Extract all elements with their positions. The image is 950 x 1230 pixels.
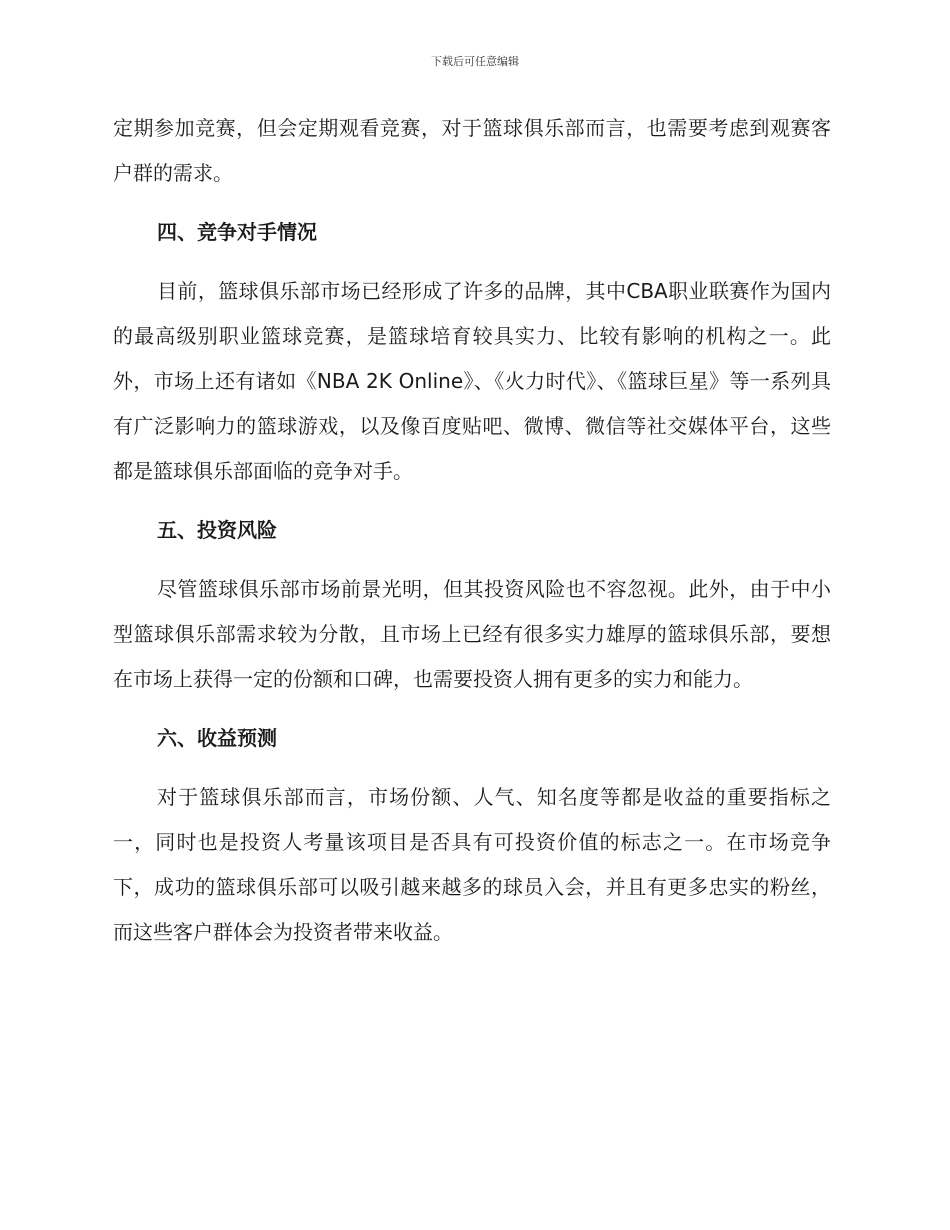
section-paragraph-competitors: 目前，篮球俱乐部市场已经形成了许多的品牌，其中CBA职业联赛作为国内的最高级别职业篮球竞赛，是篮球培育较具实力、比较有影响的机构之一。此外，市场上还有诸如《NBA 2K Online》、《火力时代》、《篮球巨星》等一系列具有广泛影响力的篮球游戏，以及像百度贴吧、微博、微信等社交媒体平台，这些都是篮球俱乐部面临的竞争对手。 bbox=[113, 279, 831, 483]
intro-paragraph: 定期参加竞赛，但会定期观看竞赛，对于篮球俱乐部而言，也需要考虑到观赛客户群的需求。 bbox=[113, 116, 831, 185]
document-body bbox=[113, 106, 831, 969]
section-heading-competitors: 四、竞争对手情况 bbox=[157, 220, 317, 244]
page-header: 下载后可任意编辑 bbox=[431, 55, 519, 68]
section-paragraph-investment-risk: 尽管篮球俱乐部市场前景光明，但其投资风险也不容忽视。此外，由于中小型篮球俱乐部需求较为分散，且市场上已经有很多实力雄厚的篮球俱乐部，要想在市场上获得一定的份额和口碑，也需要投资人拥有更多的实力和能力。 bbox=[113, 577, 831, 691]
section-paragraph-revenue-forecast: 对于篮球俱乐部而言，市场份额、人气、知名度等都是收益的重要指标之一，同时也是投资人考量该项目是否具有可投资价值的标志之一。在市场竞争下，成功的篮球俱乐部可以吸引越来越多的球员入会，并且有更多忠实的粉丝，而这些客户群体会为投资者带来收益。 bbox=[113, 785, 831, 944]
section-heading-revenue-forecast: 六、收益预测 bbox=[157, 726, 277, 750]
section-heading-investment-risk: 五、投资风险 bbox=[157, 518, 277, 542]
